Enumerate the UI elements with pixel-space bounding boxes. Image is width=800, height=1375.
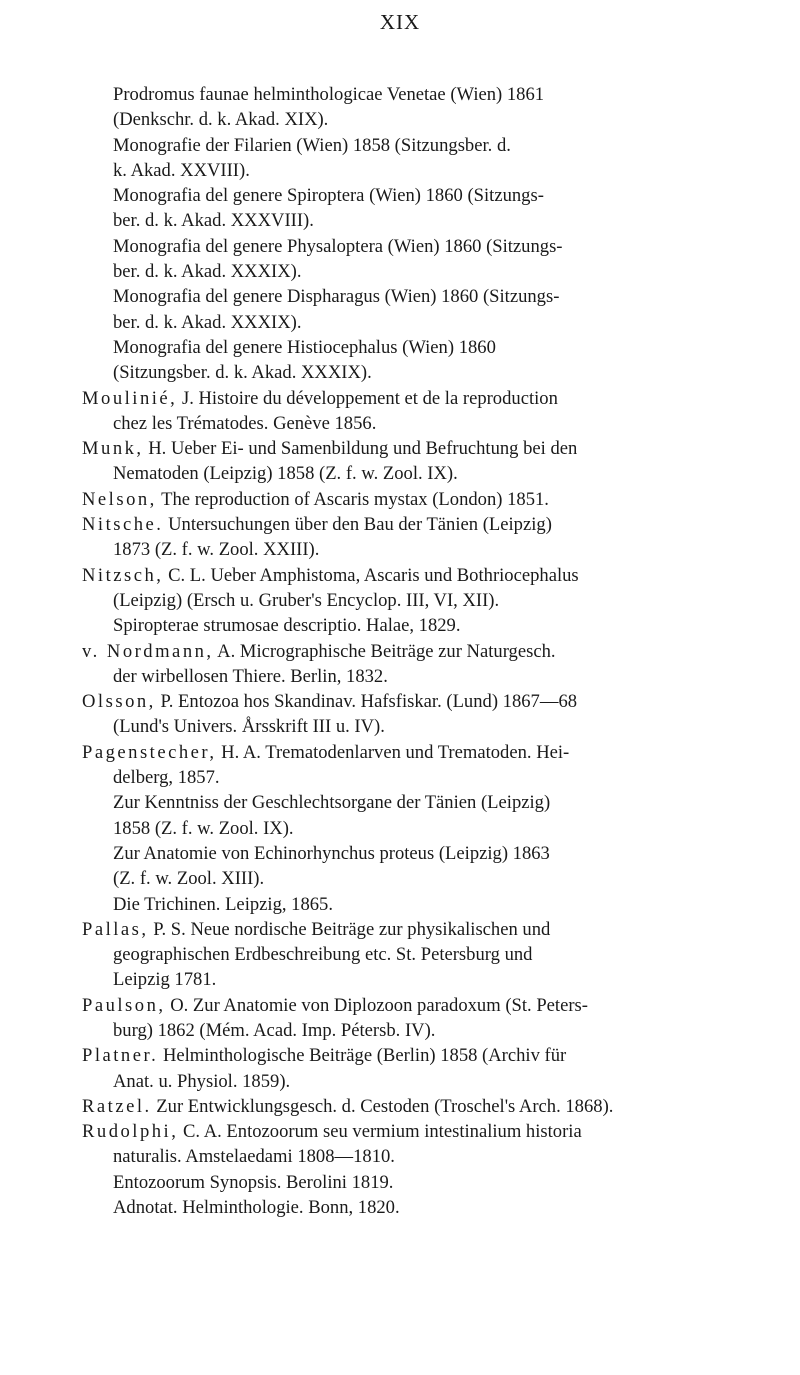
line-text: geographischen Erdbeschreibung etc. St. Petersburg und xyxy=(113,944,533,966)
line-text: Nematoden (Leipzig) 1858 (Z. f. w. Zool. IX). xyxy=(113,463,458,485)
text-line xyxy=(90,1195,745,1220)
line-text: (Z. f. w. Zool. XIII). xyxy=(113,868,265,890)
page-number: XIX xyxy=(379,10,421,34)
line-text: Monografie der Filarien (Wien) 1858 (Sitzungsber. d. xyxy=(113,134,511,156)
text-line xyxy=(82,1043,745,1068)
text-line xyxy=(82,917,745,942)
text-line xyxy=(90,1069,745,1094)
text-line xyxy=(90,335,745,360)
text-line xyxy=(90,664,745,689)
line-text: Spiropterae strumosae descriptio. Halae, 1829. xyxy=(113,615,461,637)
text-line xyxy=(90,537,745,562)
text-line xyxy=(90,790,745,815)
line-text: The reproduction of Ascaris mystax (London) 1851. xyxy=(156,488,549,510)
line-text: delberg, 1857. xyxy=(113,767,220,789)
line-text: Monografia del genere Dispharagus (Wien) 1860 (Sitzungs- xyxy=(113,286,560,308)
text-line xyxy=(90,1144,745,1169)
author-name: Nelson, xyxy=(82,488,157,510)
author-name: Rudolphi, xyxy=(82,1121,179,1143)
text-line xyxy=(82,512,745,537)
text-line xyxy=(82,386,745,411)
author-name: Pagenstecher, xyxy=(82,741,217,763)
line-text: C. A. Entozoorum seu vermium intestinalium historia xyxy=(178,1121,582,1143)
line-text: J. Histoire du développement et de la reproduction xyxy=(177,387,558,409)
line-text: Leipzig 1781. xyxy=(113,969,217,991)
line-text: ber. d. k. Akad. XXXIX). xyxy=(113,311,302,333)
text-line xyxy=(90,158,745,183)
line-text: (Sitzungsber. d. k. Akad. XXXIX). xyxy=(113,362,372,384)
text-line xyxy=(90,816,745,841)
author-name: Paulson, xyxy=(82,994,166,1016)
text-line xyxy=(90,1018,745,1043)
text-line xyxy=(90,284,745,309)
line-text: Entozoorum Synopsis. Berolini 1819. xyxy=(113,1171,394,1193)
text-line xyxy=(90,967,745,992)
line-text: (Leipzig) (Ersch u. Gruber's Encyclop. III, VI, XII). xyxy=(113,589,500,611)
text-line xyxy=(90,234,745,259)
text-line xyxy=(90,82,745,107)
line-text: Monografia del genere Physaloptera (Wien) 1860 (Sitzungs- xyxy=(113,235,563,257)
line-text: P. Entozoa hos Skandinav. Hafsfiskar. (Lund) 1867—68 xyxy=(155,691,578,713)
line-text: Zur Kenntniss der Geschlechtsorgane der Tänien (Leipzig) xyxy=(113,792,551,814)
line-text: chez les Trématodes. Genève 1856. xyxy=(113,412,377,434)
text-line xyxy=(82,563,745,588)
line-text: ber. d. k. Akad. XXXIX). xyxy=(113,261,302,283)
line-text: Zur Entwicklungsgesch. d. Cestoden (Troschel's Arch. 1868). xyxy=(151,1095,614,1117)
line-text: Adnotat. Helminthologie. Bonn, 1820. xyxy=(113,1197,400,1219)
line-text: Monografia del genere Histiocephalus (Wien) 1860 xyxy=(113,336,496,358)
line-text: Helminthologische Beiträge (Berlin) 1858 (Archiv für xyxy=(158,1045,567,1067)
text-line xyxy=(90,183,745,208)
text-line xyxy=(82,1119,745,1144)
text-line xyxy=(90,942,745,967)
bibliography-text xyxy=(82,82,745,1220)
text-line xyxy=(90,360,745,385)
line-text: P. S. Neue nordische Beiträge zur physikalischen und xyxy=(148,918,551,940)
author-name: Olsson, xyxy=(82,691,156,713)
text-line xyxy=(82,689,745,714)
author-name: Nitzsch, xyxy=(82,564,164,586)
text-line xyxy=(90,461,745,486)
line-text: 1858 (Z. f. w. Zool. IX). xyxy=(113,817,294,839)
author-name: Platner. xyxy=(82,1045,159,1067)
line-text: k. Akad. XXVIII). xyxy=(113,159,250,181)
author-name: Moulinié, xyxy=(82,387,178,409)
line-text: Monografia del genere Spiroptera (Wien) 1860 (Sitzungs- xyxy=(113,185,544,207)
text-line xyxy=(90,588,745,613)
line-text: Anat. u. Physiol. 1859). xyxy=(113,1070,291,1092)
text-line xyxy=(90,411,745,436)
line-text: C. L. Ueber Amphistoma, Ascaris und Bothriocephalus xyxy=(163,564,579,586)
text-line xyxy=(90,841,745,866)
line-text: (Lund's Univers. Årsskrift III u. IV). xyxy=(113,716,385,738)
line-text: der wirbellosen Thiere. Berlin, 1832. xyxy=(113,665,388,687)
text-line xyxy=(90,613,745,638)
line-text: H. A. Trematodenlarven und Trematoden. Hei- xyxy=(216,741,570,763)
text-line xyxy=(90,310,745,335)
line-text: (Denkschr. d. k. Akad. XIX). xyxy=(113,109,329,131)
text-line xyxy=(90,1170,745,1195)
author-name: Munk, xyxy=(82,438,144,460)
line-text: Untersuchungen über den Bau der Tänien (Leipzig) xyxy=(163,514,552,536)
text-line xyxy=(82,993,745,1018)
author-name: Pallas, xyxy=(82,918,149,940)
line-text: Prodromus faunae helminthologicae Venetae (Wien) 1861 xyxy=(113,84,545,105)
text-line xyxy=(90,714,745,739)
text-line xyxy=(82,436,745,461)
text-line xyxy=(90,259,745,284)
text-line xyxy=(90,133,745,158)
text-line xyxy=(82,487,745,512)
author-name: Ratzel. xyxy=(82,1095,152,1117)
text-line xyxy=(90,892,745,917)
line-text: H. Ueber Ei- und Samenbildung und Befruchtung bei den xyxy=(143,438,578,460)
text-line xyxy=(90,107,745,132)
text-line xyxy=(90,208,745,233)
line-text: O. Zur Anatomie von Diplozoon paradoxum (St. Peters- xyxy=(165,994,588,1016)
text-line xyxy=(82,740,745,765)
text-line xyxy=(90,765,745,790)
line-text: Die Trichinen. Leipzig, 1865. xyxy=(113,893,334,915)
author-name: Nitsche. xyxy=(82,514,164,536)
line-text: naturalis. Amstelaedami 1808—1810. xyxy=(113,1146,395,1168)
line-text: 1873 (Z. f. w. Zool. XXIII). xyxy=(113,539,320,561)
line-text: burg) 1862 (Mém. Acad. Imp. Pétersb. IV). xyxy=(113,1019,436,1041)
text-line xyxy=(90,866,745,891)
line-text: Zur Anatomie von Echinorhynchus proteus (Leipzig) 1863 xyxy=(113,842,550,864)
line-text: A. Micrographische Beiträge zur Naturgesch. xyxy=(213,640,556,662)
text-line xyxy=(82,639,745,664)
line-text: ber. d. k. Akad. XXXVIII). xyxy=(113,210,314,232)
author-name: v. Nordmann, xyxy=(82,640,214,662)
text-line xyxy=(82,1094,745,1119)
